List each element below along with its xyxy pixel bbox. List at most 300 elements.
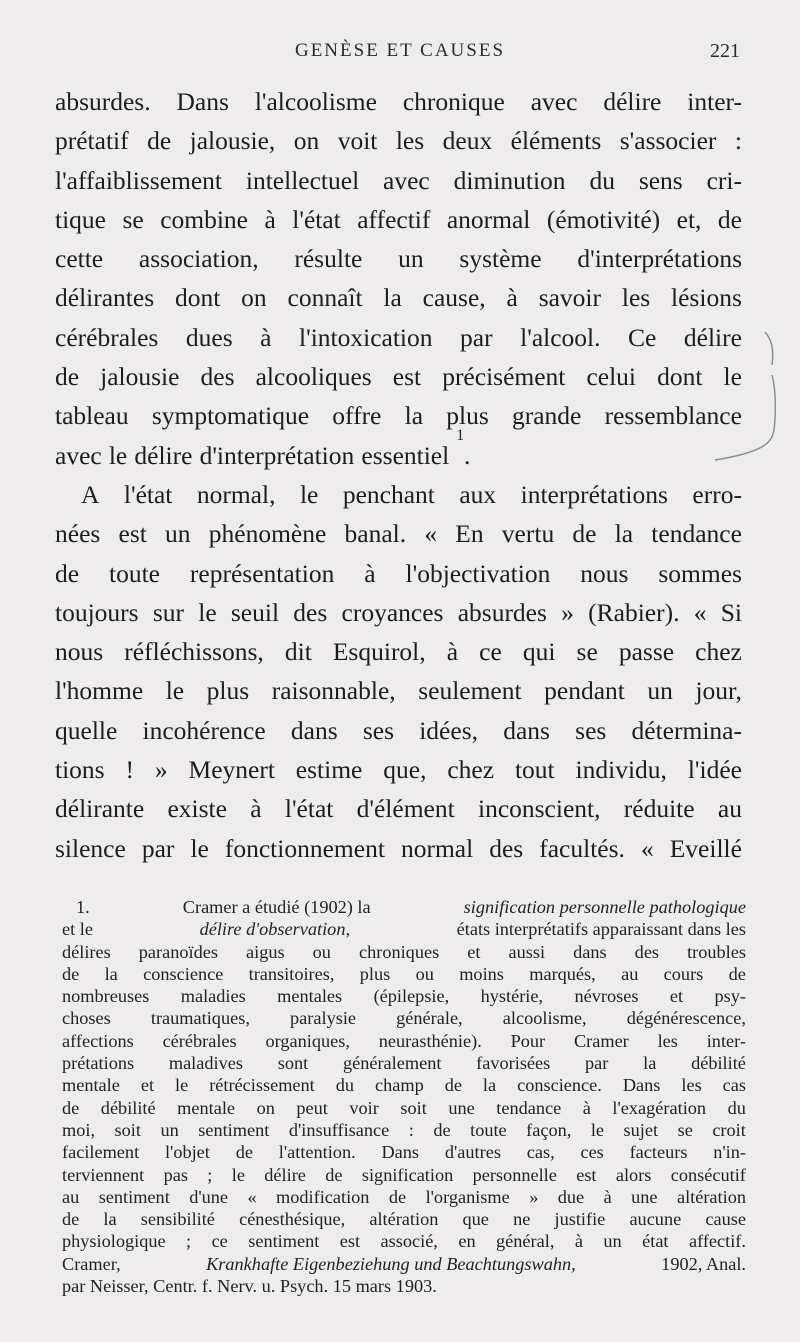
body-word: par [460, 322, 493, 352]
body-word: dont [657, 362, 703, 392]
body-text [55, 82, 742, 868]
body-line [55, 632, 742, 671]
body-word: avec [530, 87, 578, 116]
body-word: « [693, 597, 707, 627]
footnote-word: associé, [380, 1231, 438, 1252]
footnote-word: personnelle [472, 1164, 557, 1185]
body-word: et, [676, 204, 702, 234]
footnote-word: maladies [180, 986, 246, 1007]
footnote-word: cérébrales [162, 1030, 237, 1051]
footnote-word: organiques, [265, 1030, 350, 1051]
footnote-word: mentale [62, 1075, 120, 1096]
footnote-word: de [62, 1097, 80, 1118]
body-word: tableau [55, 401, 129, 431]
body-line [55, 671, 742, 710]
body-word: l'affaiblissement [55, 165, 222, 195]
footnote-word: état [642, 1231, 669, 1252]
footnote-word: débilité [691, 1053, 746, 1074]
body-word: : [734, 126, 742, 156]
body-word: seulement [418, 676, 522, 706]
body-word: affectif [357, 204, 431, 234]
body-line [55, 396, 742, 435]
footnote-word: à [603, 1186, 612, 1207]
body-line [55, 278, 742, 317]
body-word: les [395, 126, 425, 156]
body-word: offre [332, 401, 382, 431]
footnote-word: modification [276, 1186, 370, 1207]
body-word: interprétations [520, 479, 668, 509]
body-word: prétatif [55, 126, 129, 156]
footnote-word: » [529, 1186, 539, 1207]
footnote-word: la [103, 1209, 117, 1230]
body-word: système [459, 244, 542, 274]
body-word: grande [511, 401, 582, 431]
body-word: plus [206, 676, 250, 706]
footnote-word: mentale [177, 1097, 236, 1118]
body-word: l'alcool. [520, 322, 601, 352]
footnote-line [62, 1186, 746, 1208]
footnote-word: alcoolisme, [502, 1008, 587, 1029]
footnote-word: peut [296, 1097, 328, 1118]
body-word: » [561, 597, 574, 627]
footnote-word: dans [573, 941, 607, 962]
body-word: phénomène [208, 519, 327, 549]
footnote-word: aucune [629, 1209, 682, 1230]
body-word: fonctionnement [224, 833, 385, 863]
body-word: réfléchissons, [124, 637, 264, 667]
running-head: GENÈSE ET CAUSES [294, 40, 506, 61]
body-word: représentation [189, 558, 335, 588]
footnote-word: on [256, 1097, 275, 1118]
footnote-line [62, 1030, 746, 1052]
body-word: normal, [196, 479, 276, 509]
body-word: chez [447, 755, 495, 785]
footnote-word: n'in- [713, 1142, 746, 1163]
body-line [55, 82, 742, 121]
footnote-word: par [585, 1053, 609, 1074]
body-word: vertu [501, 519, 555, 549]
body-word: seuil [230, 597, 280, 627]
body-word: erro- [692, 479, 742, 509]
pencil-margin-mark [710, 330, 790, 470]
body-word: toujours [55, 597, 139, 627]
footnote-reference-punct: . [464, 440, 471, 470]
footnote-word: justifie [554, 1209, 606, 1230]
body-word: Si [720, 597, 742, 627]
body-word: à [446, 637, 459, 667]
footnote-word: cas, [526, 1142, 555, 1163]
footnote-word: hystérie, [480, 986, 544, 1007]
body-line [55, 318, 742, 357]
footnote-word: l'objet [164, 1142, 210, 1163]
footnote-word: soit [400, 1097, 427, 1118]
body-word: chronique [402, 87, 505, 116]
body-word: Ce [628, 322, 657, 352]
footnote-word: altération [369, 1209, 439, 1230]
footnote-word: marqués, [529, 963, 596, 984]
body-word: la [614, 519, 634, 549]
body-word: dans [503, 715, 550, 745]
body-word: le [299, 479, 319, 509]
body-word: détermina- [631, 715, 742, 745]
body-line [55, 514, 742, 553]
footnote-word: paralysie [290, 1008, 357, 1029]
footnote-italic-title: Krankhafte Eigenbeziehung und Beachtungswahn, [206, 1253, 576, 1274]
body-line [55, 239, 742, 278]
footnote-text: états interprétatifs apparaissant dans les [456, 919, 746, 940]
footnote-word: la [104, 963, 118, 984]
body-word: à [506, 283, 518, 313]
body-word: ce [479, 637, 502, 667]
body-word: silence [55, 833, 126, 863]
body-word: diminution [453, 165, 566, 195]
footnote-number: 1. [76, 897, 90, 917]
footnote-word: générale, [396, 1008, 463, 1029]
footnote-word: est [339, 1231, 361, 1252]
footnote-word: d'autres [444, 1142, 501, 1163]
body-word: penchant [342, 479, 435, 509]
footnote-word: facilement [62, 1142, 140, 1163]
footnote-word: de [62, 1209, 80, 1230]
body-word: jalousie, [189, 126, 276, 156]
page-number: 221 [710, 40, 740, 62]
footnote-word: de [444, 1075, 462, 1096]
footnote-word: et [467, 941, 481, 962]
footnote-word: Dans [381, 1142, 420, 1163]
footnote-word: paranoïdes [138, 941, 218, 962]
footnote-text: 1902, Anal. [661, 1253, 746, 1274]
body-word: symptomatique [151, 401, 310, 431]
body-word: délirante [55, 794, 145, 824]
footnote-word: délires [62, 941, 111, 962]
footnote-word: du [335, 1075, 355, 1096]
body-word: Meynert [188, 755, 275, 785]
footnote-word: « [247, 1186, 257, 1207]
body-word: passe [618, 637, 675, 667]
body-word: on [241, 283, 267, 313]
body-word: voit [337, 126, 378, 156]
body-word: d'interprétations [577, 244, 742, 274]
footnote-italic-title: délire d'observation, [199, 919, 351, 940]
body-line [55, 121, 742, 160]
footnote-word: rétrécissement [209, 1075, 315, 1096]
footnote-word: généralement [342, 1053, 442, 1074]
body-word: lésions [671, 283, 742, 313]
body-word: banal. [344, 519, 407, 549]
footnote-word: au [62, 1186, 80, 1207]
footnote-word: sujet [623, 1119, 659, 1140]
footnote-word: affectif. [688, 1231, 746, 1252]
body-word: quelle [55, 715, 118, 745]
body-word: un [647, 676, 673, 706]
body-word: nées [55, 519, 101, 549]
footnote-word: sentiment [198, 1119, 270, 1140]
footnote-word: les [681, 1075, 702, 1096]
body-word: le [165, 676, 185, 706]
body-word: réduite [623, 794, 695, 824]
footnote-word: cénesthésique, [239, 1209, 346, 1230]
footnote-word: et [140, 1075, 155, 1096]
footnote-word: consécutif [670, 1164, 746, 1185]
body-word: dues [185, 322, 233, 352]
body-word: intellectuel [245, 165, 360, 195]
footnote-word: d'insuffisance [288, 1119, 390, 1140]
body-word: à [260, 322, 272, 352]
body-word: savoir [538, 283, 602, 313]
body-word: estime [295, 755, 363, 785]
body-word: des [293, 597, 328, 627]
body-word: à [364, 558, 376, 588]
body-word: tout [514, 755, 555, 785]
body-word: sommes [658, 558, 742, 588]
body-word: un [398, 244, 424, 274]
body-word: ses [575, 715, 607, 745]
footnote-word: du [727, 1097, 746, 1118]
body-word: A [81, 479, 100, 509]
footnote-word: sentiment [98, 1186, 170, 1207]
footnote-line [62, 1097, 746, 1119]
footnote-word: l'organisme [425, 1186, 510, 1207]
body-line [55, 593, 742, 632]
body-word: deux [442, 126, 493, 156]
footnote-word: Dans [622, 1075, 661, 1096]
footnote-word: transitoires, [248, 963, 335, 984]
footnote-line [62, 1208, 746, 1230]
footnote-word: ; [186, 1231, 192, 1252]
body-word: le [198, 597, 217, 627]
footnote-word: croit [712, 1119, 746, 1140]
footnote-word: maladives [168, 1053, 243, 1074]
body-word: essentiel [361, 440, 450, 470]
footnote-word: de [433, 1119, 451, 1140]
body-word: ! [125, 755, 134, 785]
footnote-word: nombreuses [62, 986, 150, 1007]
footnote-line [62, 1253, 746, 1275]
body-line [55, 200, 742, 239]
footnote-word: le [590, 1119, 605, 1140]
body-word: l'état [123, 479, 173, 509]
body-word: la [383, 283, 402, 313]
footnote-word: que [462, 1209, 489, 1230]
body-word: délirantes [55, 283, 155, 313]
footnote-italic-title: signification personnelle pathologique [463, 897, 746, 917]
footnote-word: en [458, 1231, 476, 1252]
footnote-word: facteurs [629, 1142, 688, 1163]
footnote-word: névroses [574, 986, 639, 1007]
footnote-line [62, 1052, 746, 1074]
footnote-word: se [677, 1119, 693, 1140]
body-word: facultés. [539, 833, 625, 863]
footnote-line [62, 1074, 746, 1096]
footnote-word: ou [415, 963, 434, 984]
footnote-word: sensibilité [140, 1209, 215, 1230]
footnote-line [62, 941, 746, 963]
body-word: combine [160, 204, 248, 234]
body-line [55, 711, 742, 750]
body-word: tendance [651, 519, 742, 549]
body-word: sens [638, 165, 683, 195]
footnote-word: débilité [100, 1097, 156, 1118]
footnote-word: aussi [508, 941, 546, 962]
footnote-word: de [235, 1142, 253, 1163]
body-word: pendant [544, 676, 625, 706]
body-line [55, 357, 742, 396]
footnote-line [62, 1275, 746, 1297]
footnote-word: une [448, 1097, 475, 1118]
footnote-word: champ [374, 1075, 424, 1096]
body-word: le [723, 362, 742, 392]
body-word: l'homme [55, 676, 144, 706]
footnote-word: cause [705, 1209, 746, 1230]
footnote-word: affections [62, 1030, 134, 1051]
footnote-word: prétations [62, 1053, 135, 1074]
body-word: l'idée [687, 755, 742, 785]
body-word: ressemblance [604, 401, 742, 431]
body-word: se [576, 637, 598, 667]
body-word: par [141, 833, 175, 863]
body-word: d'interprétation [199, 440, 355, 470]
footnote-word: terviennent [62, 1164, 145, 1185]
body-word: l'état [284, 794, 334, 824]
body-word: que, [383, 755, 427, 785]
body-word: délire [603, 87, 662, 116]
footnote-reference[interactable]: 1 [456, 426, 464, 444]
body-word: de [55, 362, 80, 392]
body-word: de [55, 558, 80, 588]
footnote-line [62, 985, 746, 1007]
body-word: anormal [446, 204, 531, 234]
footnote-word: Cramer [573, 1030, 629, 1051]
footnote-word: l'exagération [612, 1097, 707, 1118]
page-header [60, 40, 740, 76]
footnote-word: alors [615, 1164, 652, 1185]
footnote-word: de [325, 1164, 343, 1185]
body-word: est [118, 519, 147, 549]
footnote-word: sentiment [248, 1231, 320, 1252]
body-word: du [589, 165, 615, 195]
body-line [55, 789, 742, 828]
footnote-word: soit [114, 1119, 141, 1140]
footnote-word: due [557, 1186, 585, 1207]
footnote-word: de [62, 963, 80, 984]
footnote-word: Pour [510, 1030, 546, 1051]
body-word: plus [446, 401, 489, 431]
body-word: de [572, 519, 597, 549]
body-word: avec [383, 165, 430, 195]
body-line [55, 161, 742, 200]
body-word: la [404, 401, 424, 431]
body-word: se [122, 204, 144, 234]
body-word: le [108, 440, 128, 470]
footnote-word: le [175, 1075, 189, 1096]
footnote-word: toute [470, 1119, 507, 1140]
body-word: croyances [341, 597, 444, 627]
footnote-word: altération [676, 1186, 746, 1207]
body-line [55, 829, 742, 868]
footnote-word: pas [163, 1164, 188, 1185]
body-word: (Rabier). [588, 597, 680, 627]
body-word: Eveillé [669, 833, 742, 863]
footnote-word: de [728, 963, 746, 984]
body-word: nous [580, 558, 629, 588]
body-word: individu, [575, 755, 667, 785]
footnote-author: Cramer, [62, 1253, 121, 1274]
body-word: s'associer [619, 126, 717, 156]
body-word: de [717, 204, 742, 234]
body-word: est [392, 362, 422, 392]
body-word: au [717, 794, 742, 824]
footnote-word: chroniques [358, 941, 440, 962]
body-word: aux [459, 479, 497, 509]
body-word: l'objectivation [405, 558, 551, 588]
body-word: absurdes. [55, 87, 151, 116]
footnote-word: troubles [687, 941, 746, 962]
footnote-line [62, 1119, 746, 1141]
body-word: alcooliques [255, 362, 372, 392]
footnote-line [62, 963, 746, 985]
body-word: précisément [442, 362, 566, 392]
footnote-word: une [631, 1186, 658, 1207]
footnote-word: dégénérescence, [626, 1008, 746, 1029]
body-word: dans [290, 715, 338, 745]
footnote-word: des [634, 941, 660, 962]
footnote-line [62, 918, 746, 940]
body-word: connaît [287, 283, 363, 313]
footnote-word: de [388, 1186, 407, 1207]
footnote-word: moins [459, 963, 504, 984]
body-word: à [264, 204, 276, 234]
body-word: un [165, 519, 191, 549]
footnote-word: et [669, 986, 684, 1007]
footnote-word: psy- [714, 986, 746, 1007]
body-word: raisonnable, [271, 676, 396, 706]
body-word: jalousie [100, 362, 180, 392]
body-line [55, 475, 742, 514]
footnote-word: tendance [496, 1097, 562, 1118]
footnote-word: conscience [143, 963, 224, 984]
body-word: tique [55, 204, 106, 234]
body-word: de [147, 126, 172, 156]
footnote-word: conscience. [517, 1075, 602, 1096]
footnote-word: est [576, 1164, 597, 1185]
footnote-word: ces [580, 1142, 604, 1163]
footnote-word: au [621, 963, 639, 984]
footnote-line [62, 1164, 746, 1186]
body-word: délire [134, 440, 193, 470]
footnotes [62, 896, 746, 1297]
footnote-word: (épilepsie, [373, 986, 450, 1007]
footnote-word: ou [312, 941, 331, 962]
footnote-word: d'une [189, 1186, 229, 1207]
footnote-word: neurasthénie). [378, 1030, 482, 1051]
body-word: chez [695, 637, 742, 667]
body-word: inter- [687, 87, 742, 116]
footnote-text: par Neisser, Centr. f. Nerv. u. Psych. 15 mars 1903. [62, 1276, 437, 1297]
body-word: Dans [176, 87, 229, 116]
footnote-word: inter- [706, 1030, 746, 1051]
footnote-word: la [482, 1075, 497, 1096]
body-word: existe [167, 794, 227, 824]
body-word: l'intoxication [299, 322, 433, 352]
body-word: des [489, 833, 524, 863]
footnote-word: un [603, 1231, 622, 1252]
footnote-word: favorisées [476, 1053, 551, 1074]
body-word: les [621, 283, 651, 313]
footnote-word: à [574, 1231, 583, 1252]
body-word: cause, [422, 283, 486, 313]
body-word: délire [683, 322, 742, 352]
footnote-word: l'attention. [278, 1142, 356, 1163]
